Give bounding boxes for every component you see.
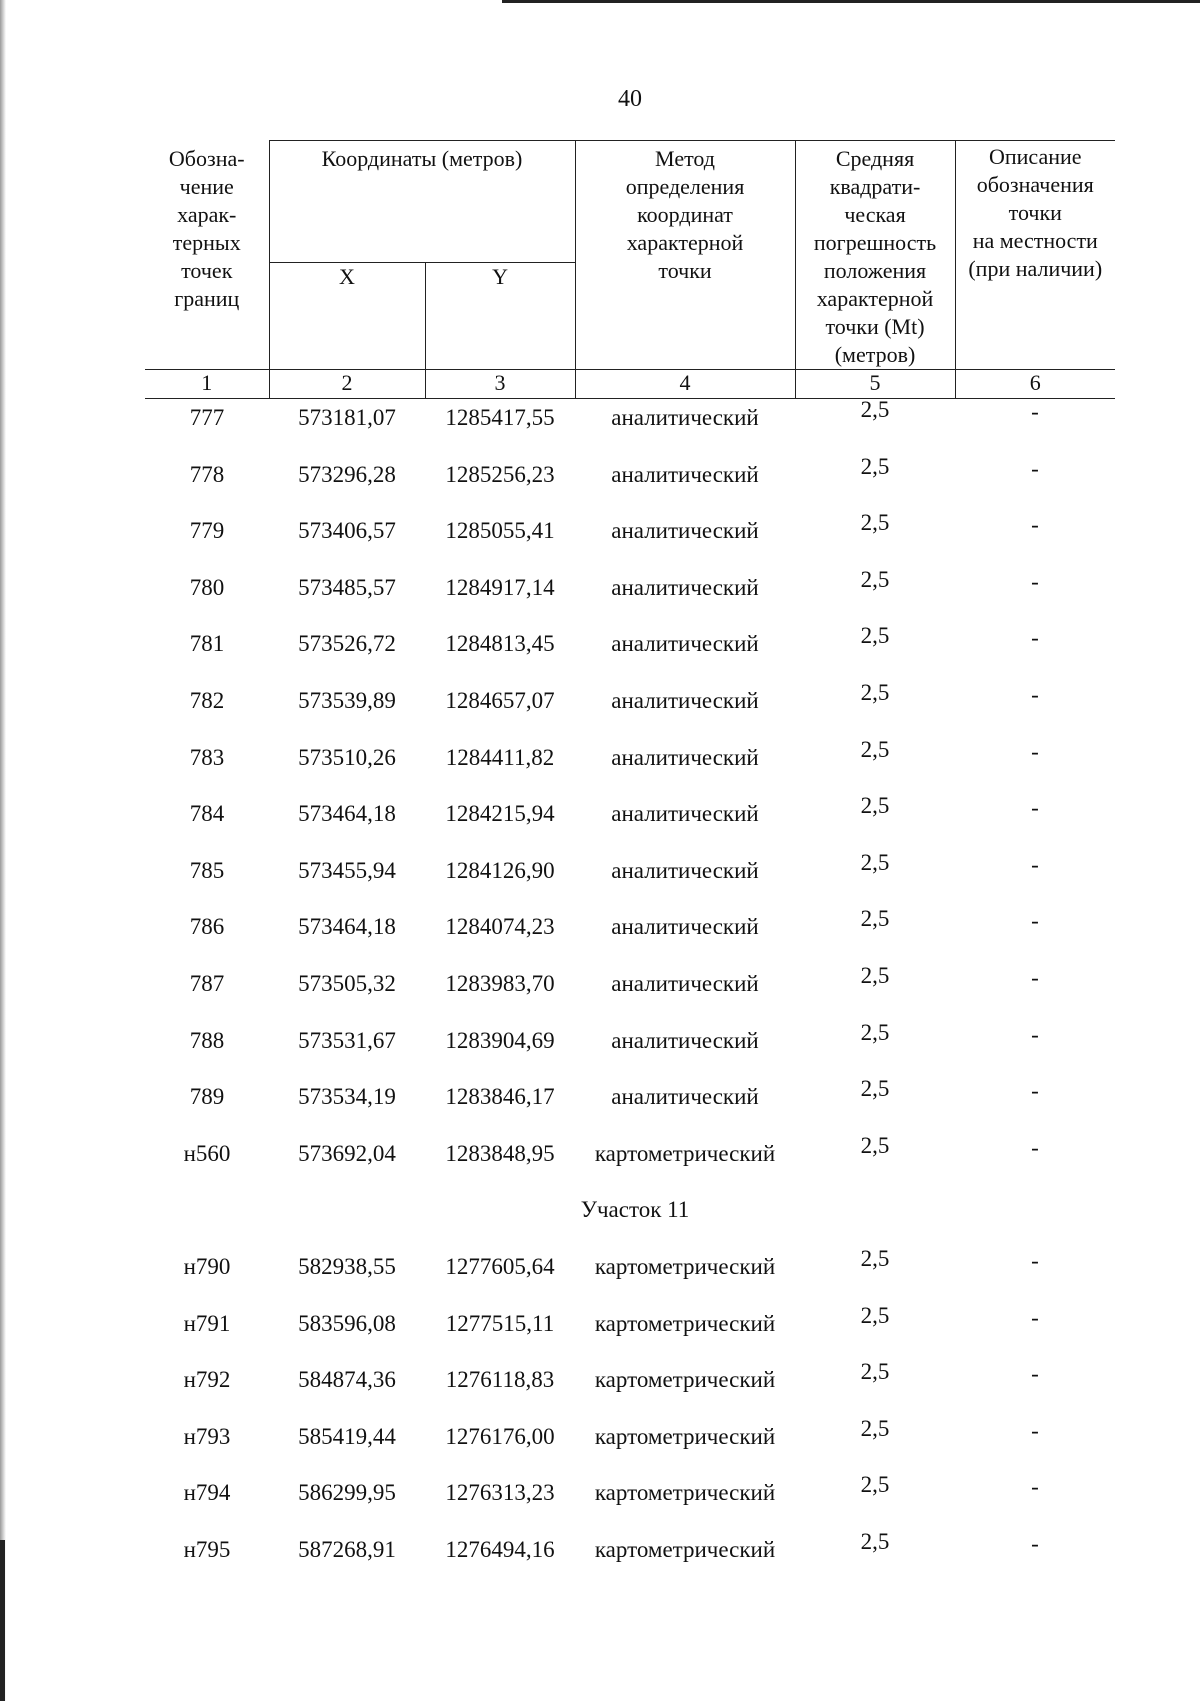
y-coordinate: 1276494,16 — [445, 1537, 555, 1562]
table-row — [145, 850, 1115, 888]
column-number: 1 — [145, 370, 269, 399]
point-designation: н794 — [183, 1480, 231, 1505]
header-error-line: погрешность — [813, 230, 937, 255]
y-coordinate: 1276313,23 — [445, 1480, 555, 1505]
description: - — [1031, 739, 1039, 764]
table-row — [145, 1303, 1115, 1341]
scan-top-rule — [502, 0, 1200, 3]
header-x: X — [269, 262, 425, 369]
header-y: Y — [425, 262, 575, 369]
table-row — [145, 1416, 1115, 1454]
scan-shadow-bottom-left — [0, 1540, 5, 1701]
header-designation-line: терных — [172, 229, 241, 255]
header-error-line: (метров) — [834, 342, 916, 367]
mean-square-error: 2,5 — [860, 397, 890, 422]
method: аналитический — [611, 518, 759, 543]
point-designation: н790 — [183, 1254, 231, 1279]
y-coordinate: 1276176,00 — [445, 1424, 555, 1449]
header-method-line: Метод — [655, 146, 715, 171]
description: - — [1031, 512, 1039, 537]
column-number: 2 — [269, 370, 425, 399]
header-designation-line: Обозна- — [168, 145, 245, 171]
point-designation: н791 — [183, 1311, 231, 1336]
x-coordinate: 582938,55 — [298, 1254, 396, 1279]
method: аналитический — [611, 1084, 759, 1109]
table-row — [145, 510, 1115, 548]
description: - — [1031, 1305, 1039, 1330]
point-designation: 778 — [189, 462, 225, 487]
column-number: 5 — [795, 370, 955, 399]
method: аналитический — [611, 462, 759, 487]
description: - — [1031, 1474, 1039, 1499]
description: - — [1031, 399, 1039, 424]
point-designation: 777 — [189, 405, 225, 430]
y-coordinate: 1284074,23 — [445, 914, 555, 939]
y-coordinate: 1283983,70 — [445, 971, 555, 996]
header-designation-line: границ — [174, 285, 240, 311]
point-designation: н795 — [183, 1537, 231, 1562]
y-coordinate: 1284813,45 — [445, 631, 555, 656]
header-method-line: характерной — [626, 230, 744, 255]
point-designation: 787 — [189, 971, 225, 996]
header-error-line: Средняя — [835, 146, 915, 171]
x-coordinate: 573485,57 — [298, 575, 396, 600]
header-method — [575, 141, 795, 370]
method: картометрический — [594, 1424, 776, 1449]
header-designation — [145, 141, 269, 370]
mean-square-error: 2,5 — [860, 510, 890, 535]
point-designation: 780 — [189, 575, 225, 600]
table-header — [145, 140, 1115, 399]
point-designation: 784 — [189, 801, 225, 826]
description: - — [1031, 1078, 1039, 1103]
header-description — [955, 141, 1115, 370]
mean-square-error: 2,5 — [860, 906, 890, 931]
point-designation: 788 — [189, 1028, 225, 1053]
column-number: 6 — [955, 370, 1115, 399]
method: картометрический — [594, 1537, 776, 1562]
table-row — [145, 680, 1115, 718]
y-coordinate: 1283848,95 — [445, 1141, 555, 1166]
header-error-line: характерной — [816, 286, 934, 311]
point-designation: н560 — [183, 1141, 231, 1166]
scan-shadow-left — [0, 0, 6, 1701]
header-error-line: точки (Mt) — [825, 314, 925, 339]
table-row — [145, 963, 1115, 1001]
mean-square-error: 2,5 — [860, 454, 890, 479]
x-coordinate: 587268,91 — [298, 1537, 396, 1562]
description: - — [1031, 569, 1039, 594]
table-row — [145, 793, 1115, 831]
header-description-line: точки — [1008, 200, 1062, 225]
description: - — [1031, 965, 1039, 990]
header-designation-line: харак- — [177, 201, 237, 227]
description: - — [1031, 1418, 1039, 1443]
y-coordinate: 1284657,07 — [445, 688, 555, 713]
x-coordinate: 573526,72 — [298, 631, 396, 656]
table-row — [145, 454, 1115, 492]
header-description-line: Описание — [988, 144, 1082, 169]
header-method-line: точки — [658, 258, 712, 283]
method: картометрический — [594, 1367, 776, 1392]
description: - — [1031, 852, 1039, 877]
description: - — [1031, 908, 1039, 933]
section-title: Участок 11 — [580, 1197, 690, 1222]
header-error-line: положения — [823, 258, 927, 283]
x-coordinate: 586299,95 — [298, 1480, 396, 1505]
point-designation: н792 — [183, 1367, 231, 1392]
mean-square-error: 2,5 — [860, 680, 890, 705]
x-coordinate: 573531,67 — [298, 1028, 396, 1053]
y-coordinate: 1285055,41 — [445, 518, 555, 543]
description: - — [1031, 795, 1039, 820]
description: - — [1031, 1135, 1039, 1160]
y-coordinate: 1285256,23 — [445, 462, 555, 487]
method: картометрический — [594, 1141, 776, 1166]
y-coordinate: 1284126,90 — [445, 858, 555, 883]
table-row — [145, 1472, 1115, 1510]
mean-square-error: 2,5 — [860, 737, 890, 762]
mean-square-error: 2,5 — [860, 1133, 890, 1158]
table-row — [145, 1529, 1115, 1567]
x-coordinate: 573534,19 — [298, 1084, 396, 1109]
x-coordinate: 585419,44 — [298, 1424, 396, 1449]
table-row — [145, 1020, 1115, 1058]
y-coordinate: 1277515,11 — [445, 1311, 555, 1336]
method: аналитический — [611, 1028, 759, 1053]
table-row — [145, 1076, 1115, 1114]
table-row — [145, 1359, 1115, 1397]
header-error — [795, 141, 955, 370]
x-coordinate: 573406,57 — [298, 518, 396, 543]
method: аналитический — [611, 575, 759, 600]
x-coordinate: 573505,32 — [298, 971, 396, 996]
y-coordinate: 1283846,17 — [445, 1084, 555, 1109]
x-coordinate: 573539,89 — [298, 688, 396, 713]
header-method-line: координат — [637, 202, 733, 227]
method: картометрический — [594, 1254, 776, 1279]
method: аналитический — [611, 631, 759, 656]
point-designation: 786 — [189, 914, 225, 939]
y-coordinate: 1285417,55 — [445, 405, 555, 430]
x-coordinate: 583596,08 — [298, 1311, 396, 1336]
header-error-line: квадрати- — [829, 174, 921, 199]
description: - — [1031, 1022, 1039, 1047]
method: аналитический — [611, 745, 759, 770]
point-designation: 789 — [189, 1084, 225, 1109]
mean-square-error: 2,5 — [860, 793, 890, 818]
table-row — [145, 397, 1115, 435]
method: аналитический — [611, 971, 759, 996]
point-designation: н793 — [183, 1424, 231, 1449]
x-coordinate: 584874,36 — [298, 1367, 396, 1392]
header-method-line: определения — [625, 174, 745, 199]
method: аналитический — [611, 914, 759, 939]
table-row — [145, 567, 1115, 605]
description: - — [1031, 682, 1039, 707]
header-designation-line: точек — [181, 257, 233, 283]
description: - — [1031, 1361, 1039, 1386]
page-number: 40 — [618, 86, 642, 112]
description: - — [1031, 456, 1039, 481]
mean-square-error: 2,5 — [860, 567, 890, 592]
table-row — [145, 737, 1115, 775]
method: аналитический — [611, 688, 759, 713]
y-coordinate: 1284215,94 — [445, 801, 555, 826]
point-designation: 779 — [189, 518, 225, 543]
method: картометрический — [594, 1480, 776, 1505]
mean-square-error: 2,5 — [860, 1359, 890, 1384]
y-coordinate: 1284917,14 — [445, 575, 555, 600]
description: - — [1031, 1248, 1039, 1273]
x-coordinate: 573181,07 — [298, 405, 396, 430]
column-number: 3 — [425, 370, 575, 399]
x-coordinate: 573296,28 — [298, 462, 396, 487]
table-row — [145, 1246, 1115, 1284]
method: аналитический — [611, 801, 759, 826]
x-coordinate: 573455,94 — [298, 858, 396, 883]
header-description-line: обозначения — [976, 172, 1094, 197]
header-description-line: (при наличии) — [968, 256, 1103, 281]
mean-square-error: 2,5 — [860, 1020, 890, 1045]
mean-square-error: 2,5 — [860, 850, 890, 875]
point-designation: 782 — [189, 688, 225, 713]
x-coordinate: 573692,04 — [298, 1141, 396, 1166]
table-row — [145, 623, 1115, 661]
y-coordinate: 1284411,82 — [445, 745, 555, 770]
header-coordinates: Координаты (метров) — [269, 141, 575, 263]
column-number: 4 — [575, 370, 795, 399]
mean-square-error: 2,5 — [860, 1472, 890, 1497]
method: аналитический — [611, 858, 759, 883]
mean-square-error: 2,5 — [860, 963, 890, 988]
y-coordinate: 1283904,69 — [445, 1028, 555, 1053]
mean-square-error: 2,5 — [860, 1303, 890, 1328]
header-error-line: ческая — [844, 202, 906, 227]
description: - — [1031, 625, 1039, 650]
point-designation: 783 — [189, 745, 225, 770]
header-description-line: на местности — [972, 228, 1098, 253]
table-row — [145, 906, 1115, 944]
point-designation: 781 — [189, 631, 225, 656]
table-row — [145, 1133, 1115, 1171]
method: картометрический — [594, 1311, 776, 1336]
description: - — [1031, 1531, 1039, 1556]
method: аналитический — [611, 405, 759, 430]
mean-square-error: 2,5 — [860, 1529, 890, 1554]
mean-square-error: 2,5 — [860, 1246, 890, 1271]
header-designation-line: чение — [179, 173, 234, 199]
mean-square-error: 2,5 — [860, 1076, 890, 1101]
y-coordinate: 1276118,83 — [445, 1367, 555, 1392]
y-coordinate: 1277605,64 — [445, 1254, 555, 1279]
x-coordinate: 573464,18 — [298, 801, 396, 826]
x-coordinate: 573464,18 — [298, 914, 396, 939]
mean-square-error: 2,5 — [860, 623, 890, 648]
mean-square-error: 2,5 — [860, 1416, 890, 1441]
x-coordinate: 573510,26 — [298, 745, 396, 770]
point-designation: 785 — [189, 858, 225, 883]
